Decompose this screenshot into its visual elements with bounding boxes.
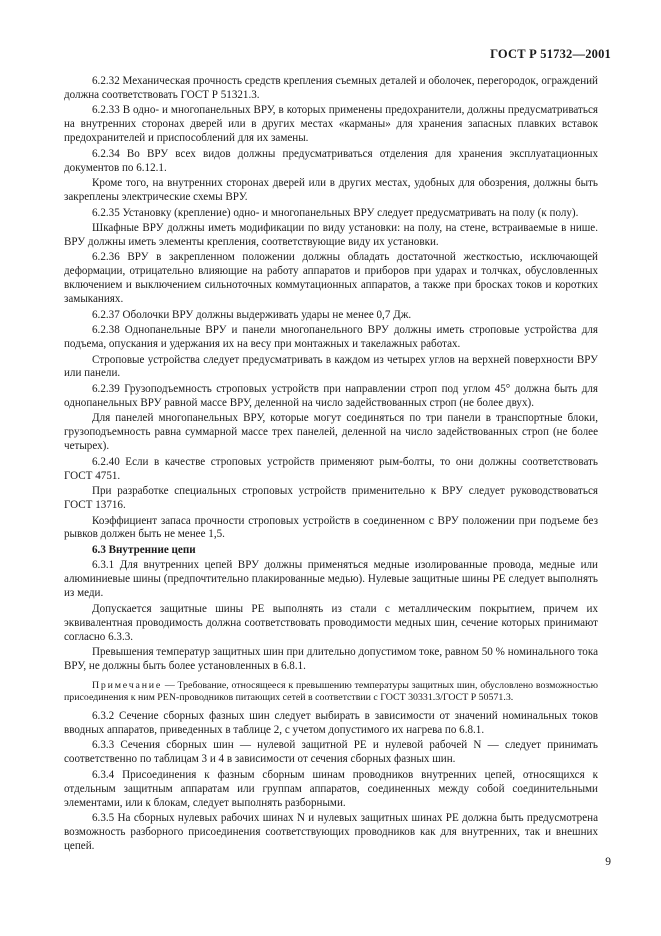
paragraph-6-3-5: 6.3.5 На сборных нулевых рабочих шинах N и нулевых защитных шинах PE должна быть предусмотрена возможность разборного присоединения соответствующих проводников как для внутренних, так и внешних цепей. <box>64 812 598 852</box>
paragraph-6-2-35: 6.2.35 Установку (крепление) одно- и многопанельных ВРУ следует предусматривать на полу (к полу). <box>92 206 579 219</box>
page-content <box>64 75 598 855</box>
paragraph: Строповые устройства следует предусматривать в каждом из четырех углов на верхней поверхности ВРУ или панели. <box>64 353 598 380</box>
note <box>64 680 598 705</box>
paragraph: Допускается защитные шины PE выполнять из стали с металлическим покрытием, причем их эквивалентная проводимость должна соответствовать проводимости медных шин, сечение которых принимают согласно 6.3.3. <box>64 602 598 643</box>
paragraph-6-2-32: 6.2.32 Механическая прочность средств крепления съемных деталей и оболочек, перегородок, ограждений должна соответствовать ГОСТ Р 51321.3. <box>64 75 598 101</box>
paragraph-6-3-3: 6.3.3 Сечения сборных шин — нулевой защитной PE и нулевой рабочей N — следует принимать соответственно по таблицам 3 и 4 в зависимости от сечения сборных фазных шин. <box>64 739 598 766</box>
note-text: — Требование, относящееся к превышению температуры защитных шин, обусловлено возможностью присоединения к ним PEN-проводников питающих сетей в соответствии с ГОСТ 30331.3/ГОСТ Р 50571.3. <box>64 679 598 704</box>
paragraph-6-3-1: 6.3.1 Для внутренних цепей ВРУ должны применяться медные изолированные провода, медные или алюминиевые шины (предпочтительно плакированные медью). Нулевые защитные шины PE следует выполнять из меди. <box>64 559 598 600</box>
paragraph-6-2-39: 6.2.39 Грузоподъемность строповых устройств при направлении строп под углом 45° должна быть для однопанельных ВРУ равной массе ВРУ, деленной на число задействованных строп (не более двух). <box>64 382 598 409</box>
paragraph-6-2-40: 6.2.40 Если в качестве строповых устройств применяют рым-болты, то они должны соответствовать ГОСТ 4751. <box>64 455 598 482</box>
paragraph-6-2-38: 6.2.38 Однопанельные ВРУ и панели многопанельного ВРУ должны иметь строповые устройства для подъема, опускания и удержания их на весу при монтажных и такелажных работах. <box>64 324 598 351</box>
paragraph-6-3-4: 6.3.4 Присоединения к фазным сборным шинам проводников внутренних цепей, относящихся к отдельным защитным аппаратам или группам аппаратов, соединенных между собой соединительными элементами, или к блокам, следует выполнять разборными. <box>64 768 598 809</box>
section-heading-6-3: 6.3 Внутренние цепи <box>92 543 196 556</box>
paragraph: Превышения температур защитных шин при длительно допустимом токе, равном 50 % номинального тока ВРУ, не должны быть более установленных в 6.8.1. <box>64 646 598 672</box>
paragraph: Кроме того, на внутренних сторонах дверей или в других местах, удобных для обозрения, должны быть закреплены электрические схемы ВРУ. <box>64 177 598 204</box>
paragraph-6-3-2: 6.3.2 Сечение сборных фазных шин следует выбирать в зависимости от значений номинальных токов вводных аппаратов, приведенных в таблице 2, с учетом допустимого их нагрева по 6.8.1. <box>64 710 598 736</box>
paragraph: При разработке специальных строповых устройств применительно к ВРУ следует руководствоваться ГОСТ 13716. <box>64 485 598 511</box>
paragraph-6-2-37: 6.2.37 Оболочки ВРУ должны выдерживать удары не менее 0,7 Дж. <box>92 308 412 321</box>
paragraph: Коэффициент запаса прочности строповых устройств в соединенном с ВРУ положении при подъеме без рывков должен быть не менее 1,5. <box>64 514 598 541</box>
paragraph-6-2-36: 6.2.36 ВРУ в закрепленном положении должны обладать достаточной жесткостью, исключающей деформации, отрицательно влияющие на работу аппаратов и приборов при ударах и толчках, обусловленных включением и выключением сильноточных коммутационных аппаратов, а также при бросках токов и коротких замыканиях. <box>64 251 598 306</box>
page-number: 9 <box>605 856 611 868</box>
document-header: ГОСТ Р 51732—2001 <box>490 47 611 61</box>
note-label: Примечание <box>92 679 163 691</box>
paragraph-6-2-34: 6.2.34 Во ВРУ всех видов должны предусматриваться отделения для хранения эксплуатационных документов по 6.12.1. <box>64 147 598 174</box>
paragraph: Шкафные ВРУ должны иметь модификации по виду установки: на полу, на стене, встраиваемые в нише. ВРУ должны иметь элементы крепления, соответствующие виду их установки. <box>64 222 598 248</box>
paragraph: Для панелей многопанельных ВРУ, которые могут соединяться по три панели в транспортные блоки, грузоподъемность равна суммарной массе трех панелей, деленной на число задействованных строп (не более четырех). <box>64 412 598 453</box>
paragraph-6-2-33: 6.2.33 В одно- и многопанельных ВРУ, в которых применены предохранители, должны предусматриваться на внутренних сторонах дверей или в других местах «карманы» для хранения запасных плавких вставок предохранителей и приспособлений для их замены. <box>64 104 598 145</box>
